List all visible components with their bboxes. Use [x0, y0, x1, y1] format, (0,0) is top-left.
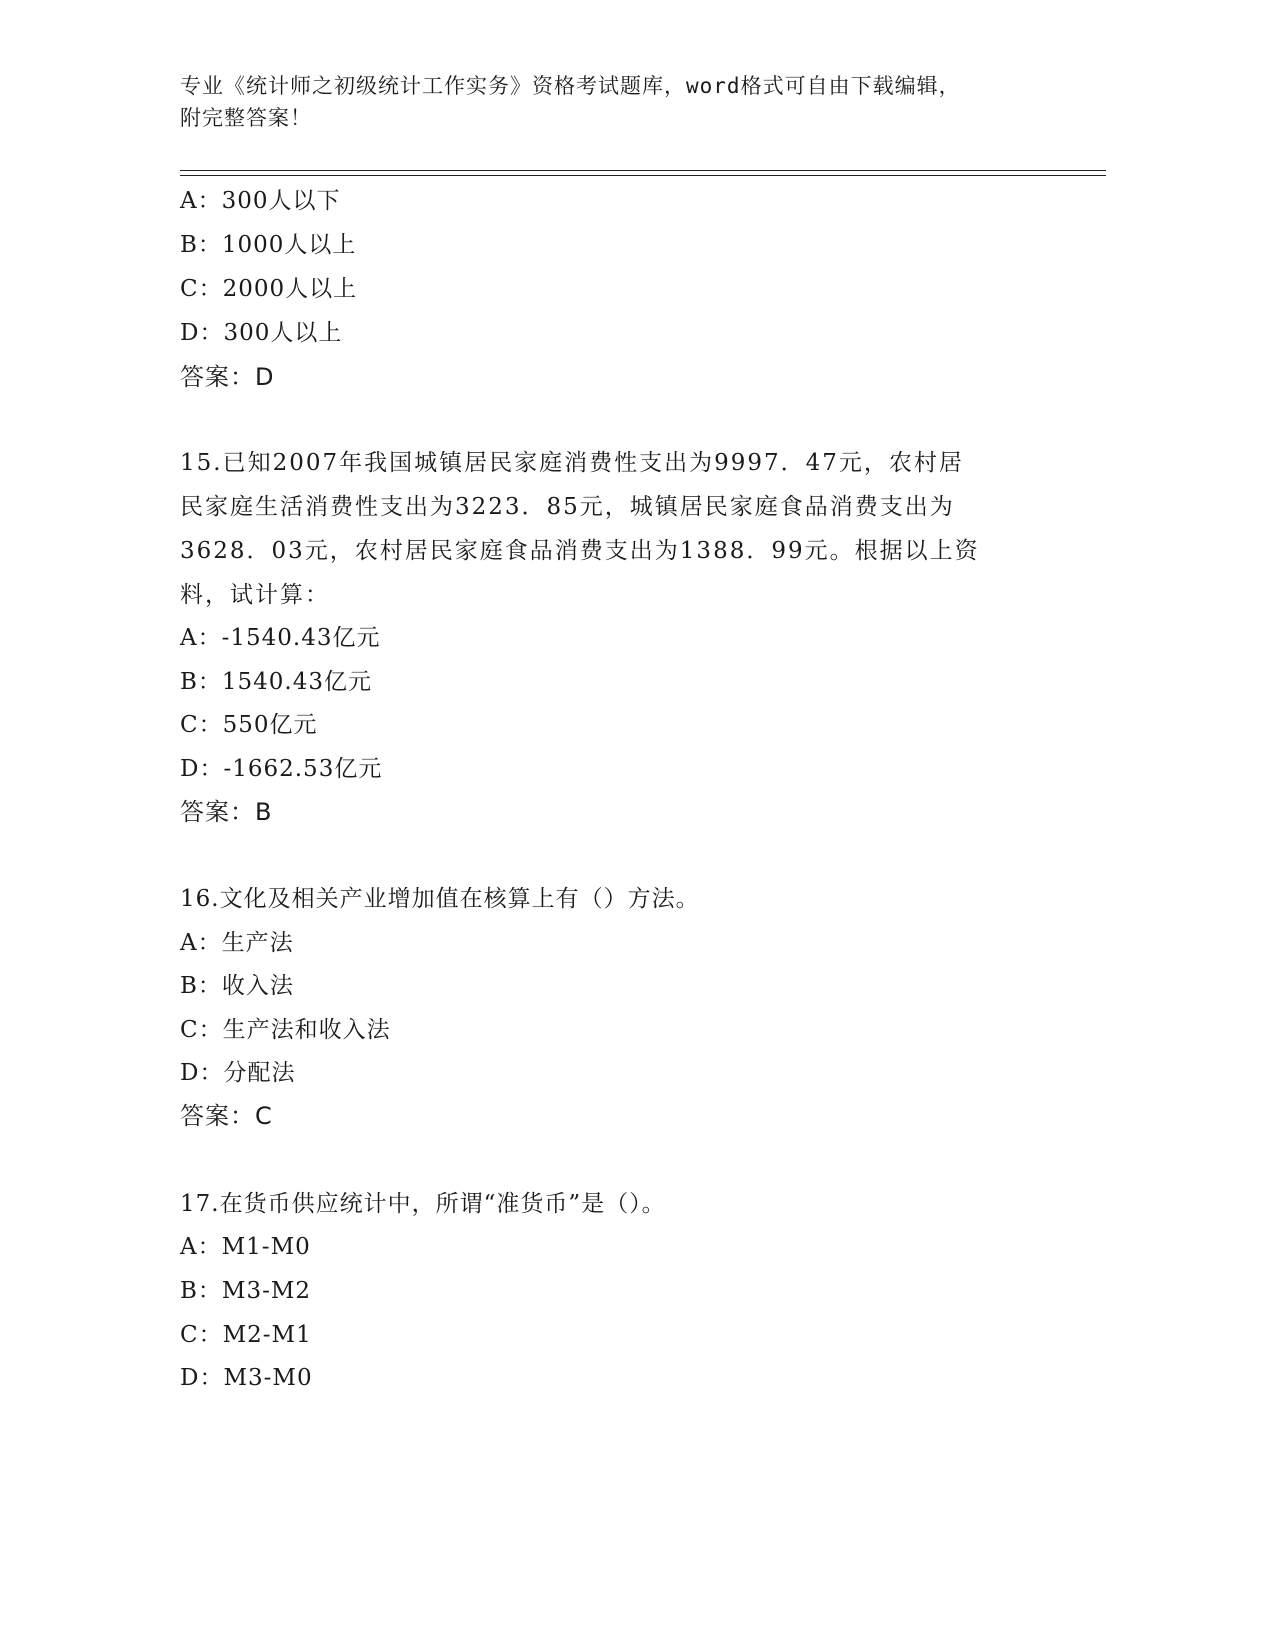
q15-option-b: B：1540.43亿元 — [180, 669, 373, 695]
header-line-2: 附完整答案！ — [180, 106, 312, 130]
q16-option-d: D：分配法 — [180, 1060, 296, 1086]
q17-option-b: B：M3-M2 — [180, 1278, 312, 1304]
q16-option-b: B：收入法 — [180, 973, 294, 999]
q14-option-c: C：2000人以上 — [180, 276, 358, 302]
q16-option-a: A：生产法 — [180, 930, 294, 956]
q17-option-d: D：M3-M0 — [180, 1365, 313, 1391]
header-divider-bottom — [180, 175, 1106, 176]
q15-option-a: A：-1540.43亿元 — [180, 625, 381, 651]
q14-option-d: D：300人以上 — [180, 320, 343, 346]
document-header — [180, 70, 1060, 134]
q17-option-a: A：M1-M0 — [180, 1234, 311, 1260]
q17-option-c: C：M2-M1 — [180, 1322, 312, 1348]
q15-answer: 答案：B — [180, 798, 273, 826]
q16-stem: 16.文化及相关产业增加值在核算上有（）方法。 — [180, 886, 700, 912]
header-line-1: 专业《统计师之初级统计工作实务》资格考试题库，word格式可自由下载编辑， — [180, 74, 961, 98]
q14-option-b: B：1000人以上 — [180, 232, 357, 258]
q17-stem: 17.在货币供应统计中，所谓“准货币”是（）。 — [180, 1191, 666, 1217]
q14-option-a: A：300人以下 — [180, 188, 341, 214]
q15-option-d: D：-1662.53亿元 — [180, 756, 383, 782]
q14-answer: 答案：D — [180, 363, 275, 391]
header-divider-top — [180, 170, 1106, 171]
q15-stem-line-1: 15.已知2007年我国城镇居民家庭消费性支出为9997．47元，农村居 — [180, 450, 964, 476]
q15-stem-line-2: 民家庭生活消费性支出为3223．85元，城镇居民家庭食品消费支出为 — [180, 494, 955, 520]
q15-option-c: C：550亿元 — [180, 712, 318, 738]
q15-stem — [180, 441, 1060, 617]
q15-stem-line-4: 料，试计算： — [180, 582, 330, 608]
q16-answer: 答案：C — [180, 1102, 273, 1130]
q16-option-c: C：生产法和收入法 — [180, 1017, 391, 1043]
q15-stem-line-3: 3628．03元，农村居民家庭食品消费支出为1388．99元。根据以上资 — [180, 538, 980, 564]
